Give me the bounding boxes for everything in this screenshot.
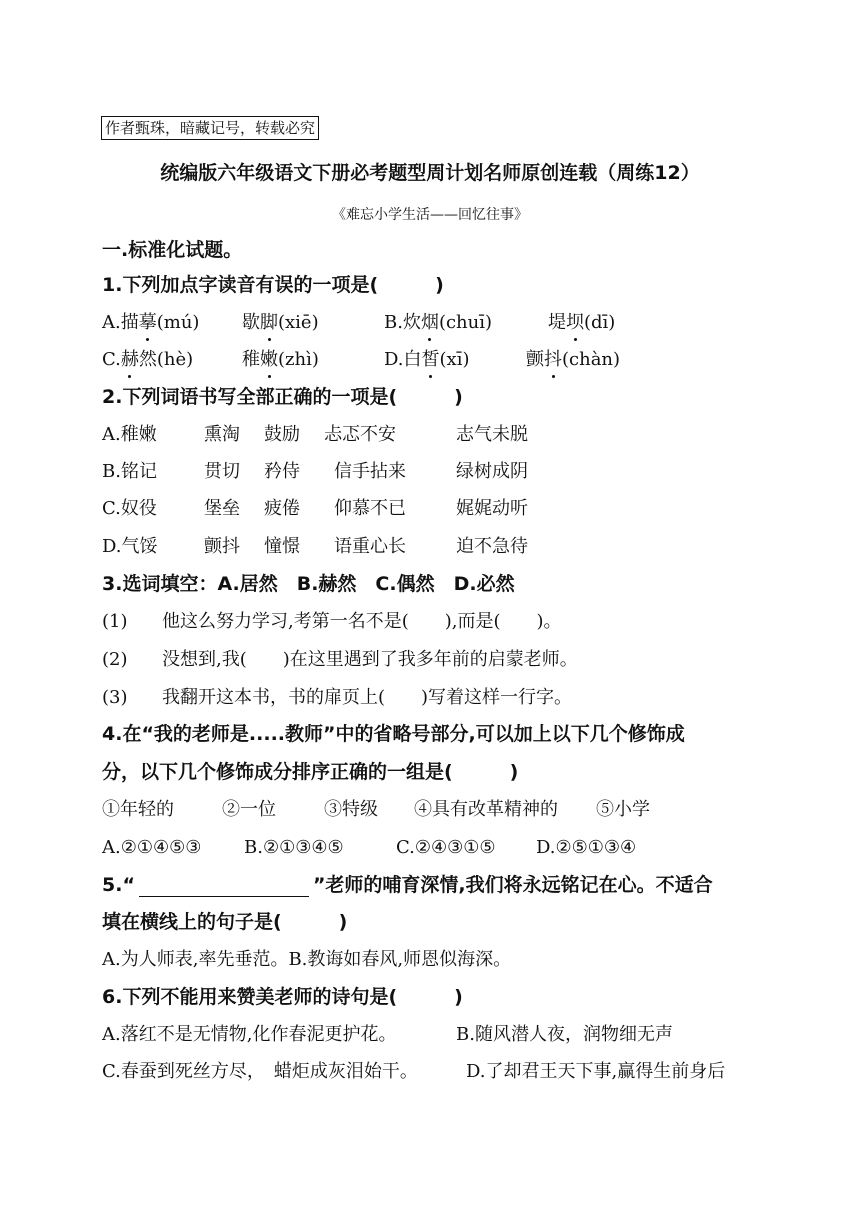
- emphasis-char: 抖: [544, 349, 562, 370]
- fill-blank-line: [139, 876, 309, 897]
- emphasis-char: 脚: [260, 312, 278, 333]
- watermark-box: 作者甄珠，暗藏记号，转载必究: [101, 116, 319, 140]
- q5-stem-line2: 填在横线上的句子是( ): [102, 911, 348, 933]
- q2-stem: 2.下列词语书写全部正确的一项是( ): [102, 386, 463, 408]
- page-title: 统编版六年级语文下册必考题型周计划名师原创连载（周练12）: [160, 162, 700, 184]
- q1-stem: 1.下列加点字读音有误的一项是( ): [102, 274, 444, 296]
- emphasis-char: 摹: [138, 312, 157, 333]
- emphasis-char: 坝: [566, 312, 584, 333]
- q5-stem-line1: 5.“ ”老师的哺育深情,我们将永远铭记在心。不适合: [102, 874, 713, 896]
- page-subtitle: 《难忘小学生活——回忆往事》: [332, 207, 528, 223]
- emphasis-char: 皙: [421, 349, 440, 370]
- q3-stem: 3.选词填空：A.居然 B.赫然 C.偶然 D.必然: [102, 573, 515, 595]
- q5-options: A.为人师表,率先垂范。B.教诲如春风,师恩似海深。: [102, 949, 512, 970]
- q6-stem: 6.下列不能用来赞美老师的诗句是( ): [102, 986, 463, 1008]
- q4-stem-line2: 分，以下几个修饰成分排序正确的一组是( ): [102, 761, 519, 783]
- emphasis-char: 嫩: [260, 349, 278, 370]
- emphasis-char: 烟: [420, 312, 439, 333]
- emphasis-char: 赫: [120, 349, 139, 370]
- q4-stem-line1: 4.在“我的老师是.....教师”中的省略号部分,可以加上以下几个修饰成: [102, 723, 685, 745]
- section-heading: 一.标准化试题。: [102, 239, 243, 261]
